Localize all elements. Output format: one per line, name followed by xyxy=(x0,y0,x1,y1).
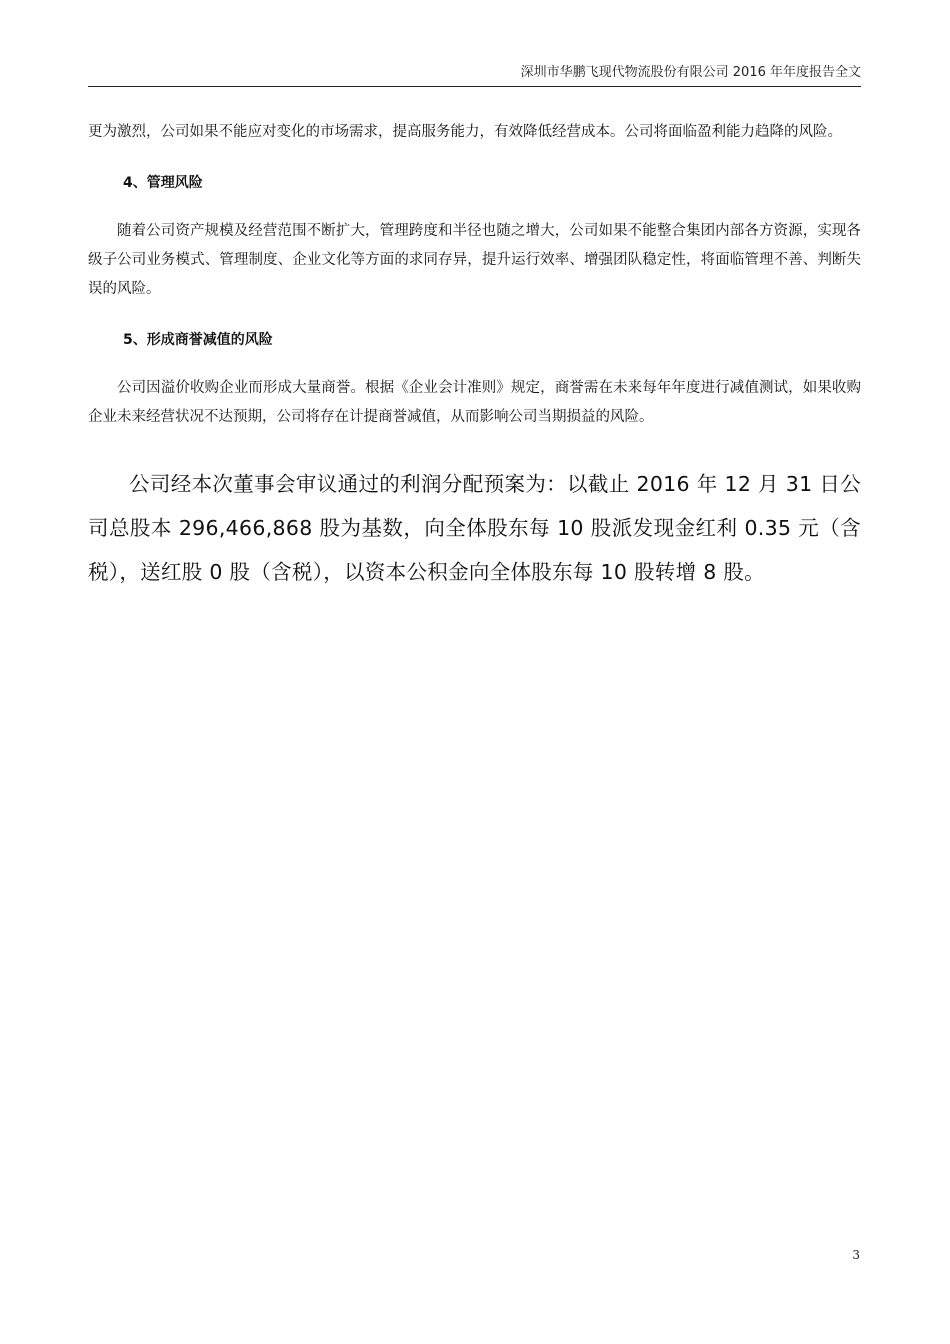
section-heading-goodwill-risk: 5、形成商誉减值的风险 xyxy=(123,332,273,348)
header-title: 深圳市华鹏飞现代物流股份有限公司 2016 年年度报告全文 xyxy=(520,65,861,80)
intro-paragraph: 更为激烈，公司如果不能应对变化的市场需求，提高服务能力，有效降低经营成本。公司将面临盈利能力趋降的风险。 xyxy=(88,124,842,140)
document-body xyxy=(88,118,861,594)
section-text-management-risk: 随着公司资产规模及经营范围不断扩大，管理跨度和半径也随之增大，公司如果不能整合集团内部各方资源，实现各级子公司业务模式、管理制度、企业文化等方面的求同存异，提升运行效率、增强团队稳定性，将面临管理不善、判断失误的风险。 xyxy=(88,223,861,297)
section-text-goodwill-risk: 公司因溢价收购企业而形成大量商誉。根据《企业会计准则》规定，商誉需在未来每年年度进行减值测试，如果收购企业未来经营状况不达预期，公司将存在计提商誉减值，从而影响公司当期损益的风险。 xyxy=(88,380,861,425)
section-heading-management-risk: 4、管理风险 xyxy=(123,175,203,191)
page-number: 3 xyxy=(852,1248,860,1262)
dividend-plan-paragraph: 公司经本次董事会审议通过的利润分配预案为：以截止 2016 年 12 月 31 日公司总股本 296,466,868 股为基数，向全体股东每 10 股派发现金红利 0.35 元（含税），送红股 0 股（含税），以资本公积金向全体股东每 10 股转增 8 股。 xyxy=(88,472,861,584)
page-header xyxy=(88,62,861,87)
